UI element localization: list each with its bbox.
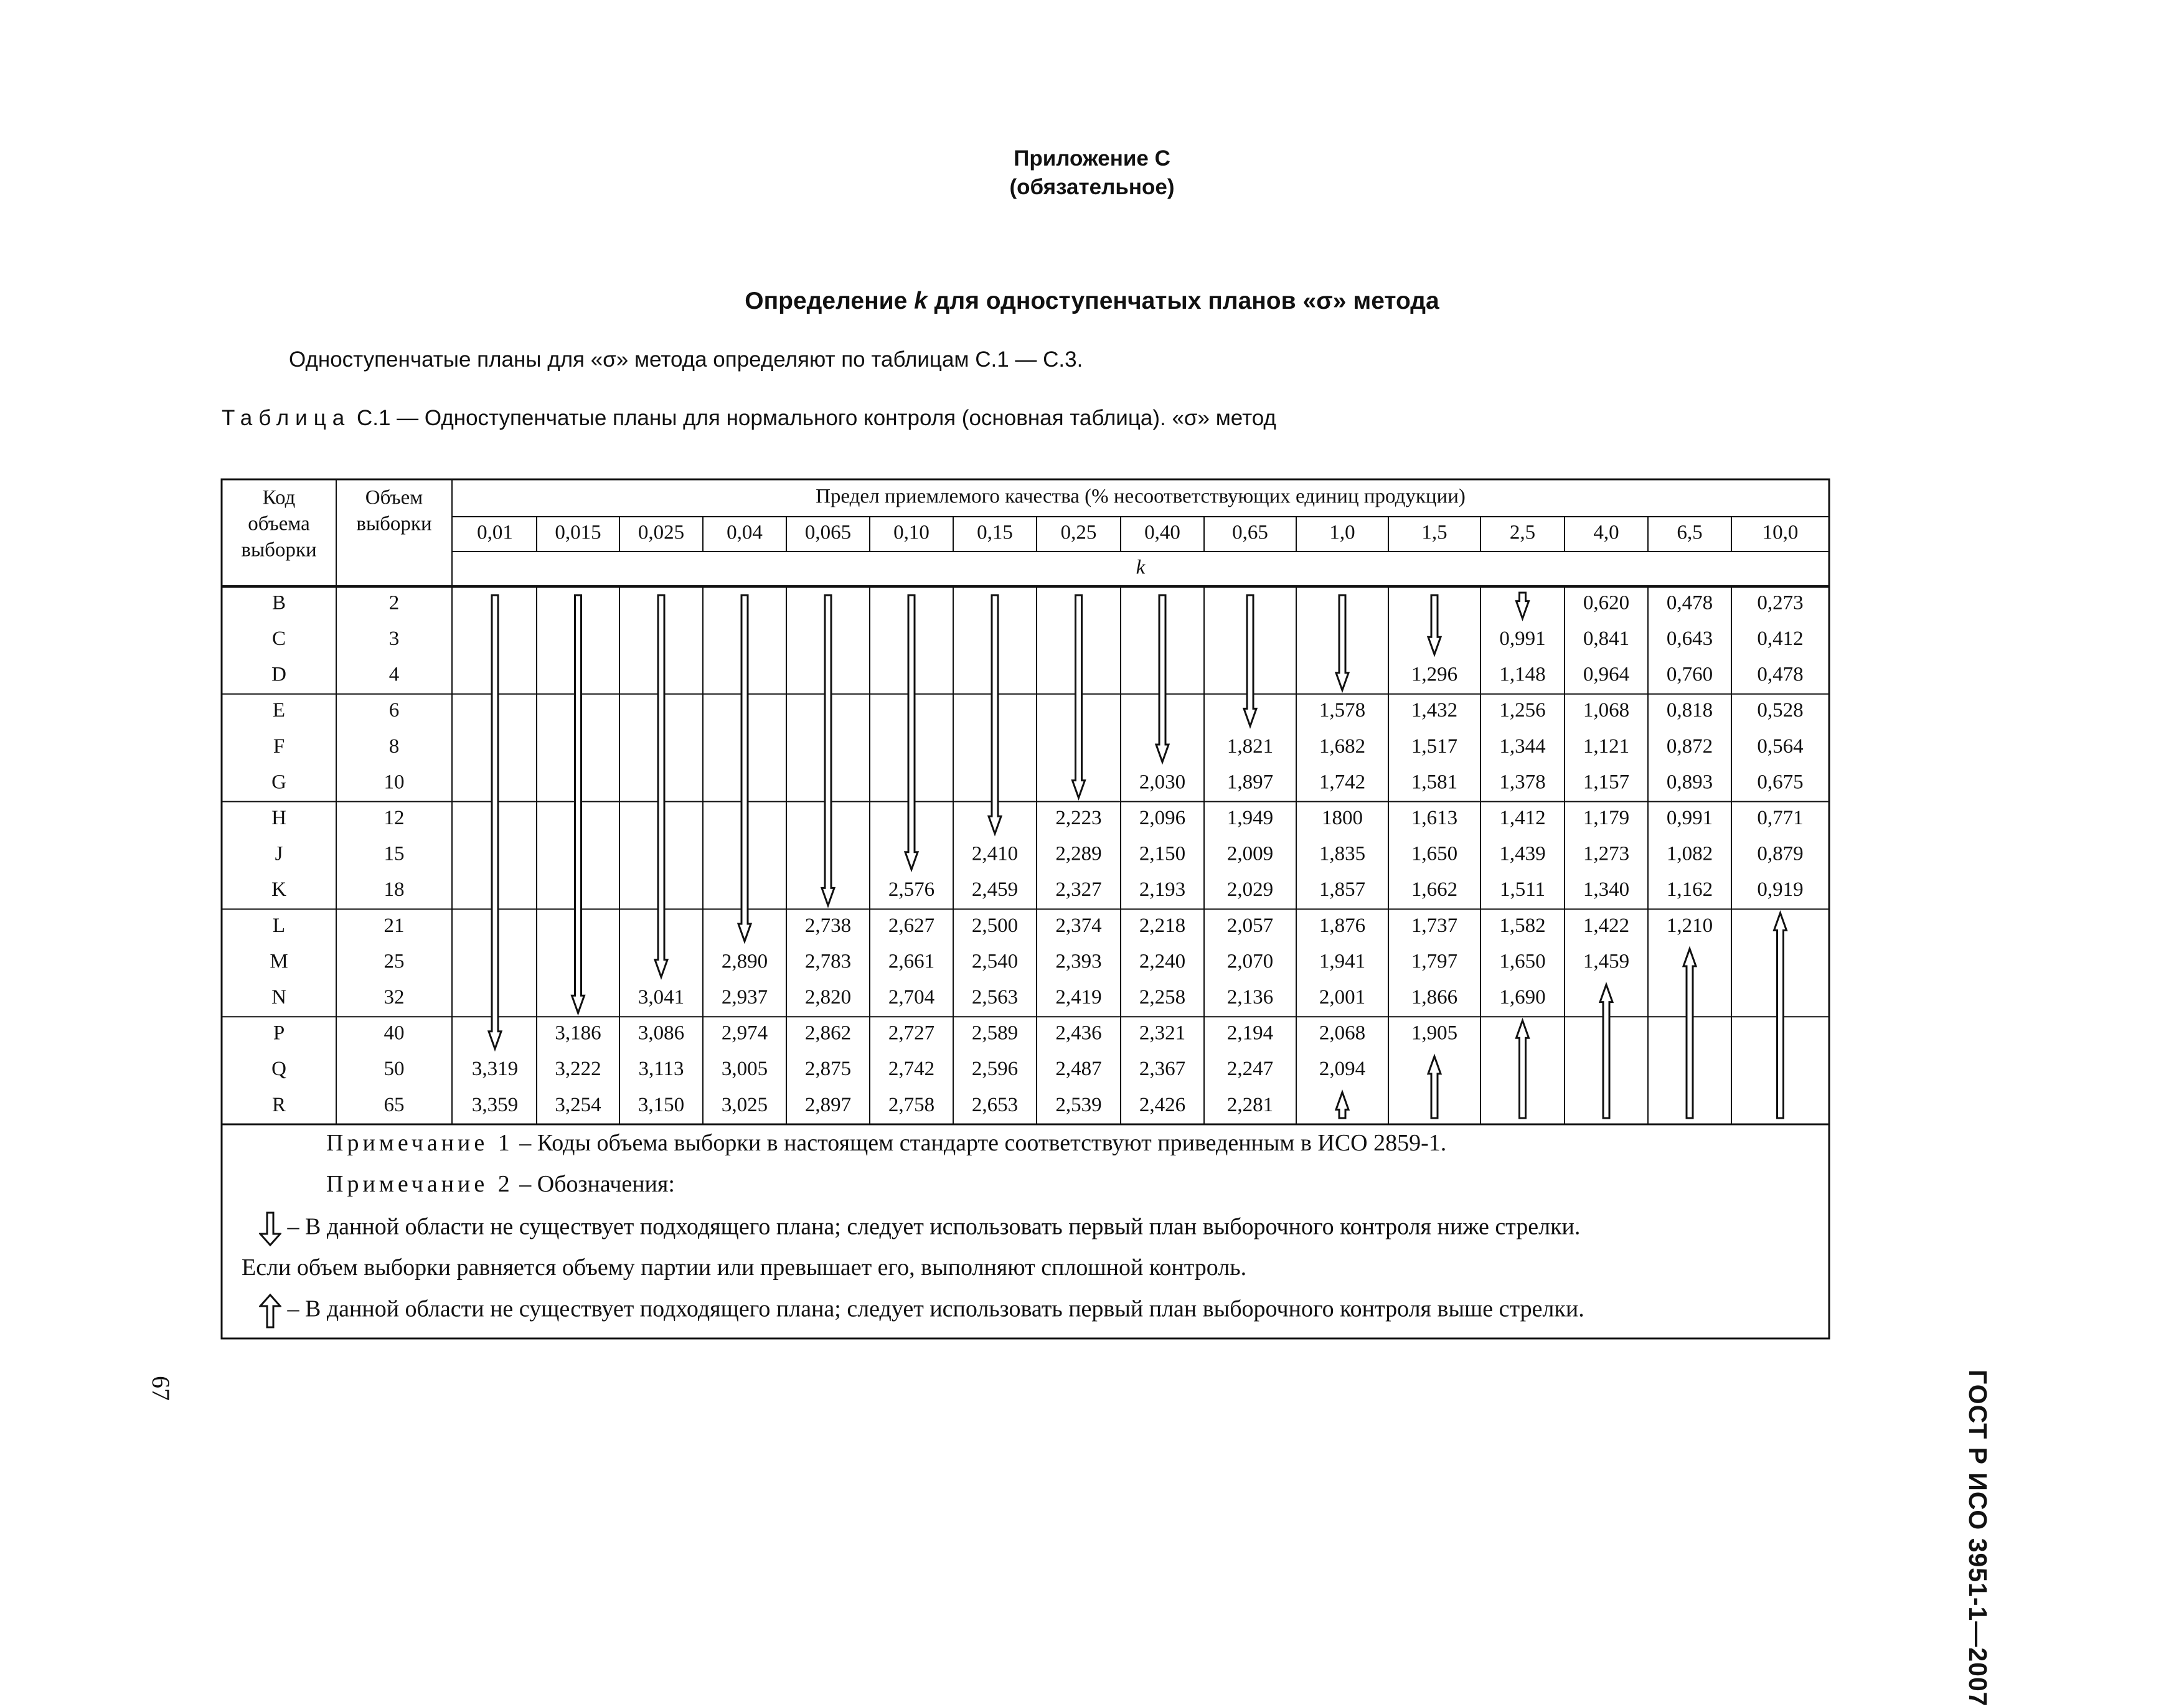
sample-size: 25 (384, 950, 405, 973)
heading-symbol: k (914, 288, 928, 314)
k-value: 1,148 (1499, 663, 1546, 686)
k-value: 3,222 (555, 1058, 601, 1081)
k-value: 2,029 (1226, 878, 1274, 901)
k-value: 0,991 (1666, 806, 1713, 829)
down-arrow-legend (259, 1211, 1580, 1246)
down-arrow-mark (1428, 595, 1441, 654)
k-value: 2,974 (721, 1022, 768, 1045)
sample-size: 6 (388, 699, 400, 722)
k-value: 3,186 (555, 1022, 601, 1045)
aql-level-header: 0,04 (727, 521, 763, 544)
note-2-label: Примечание 2 (326, 1171, 514, 1197)
k-value: 3,359 (471, 1093, 519, 1116)
note-2-text: – Обозначения: (519, 1171, 675, 1197)
sample-size: 32 (384, 985, 405, 1009)
sample-size: 3 (388, 627, 400, 650)
aql-level-header: 4,0 (1593, 521, 1619, 544)
sample-code: D (271, 663, 286, 686)
k-value: 2,576 (888, 878, 935, 901)
sample-size: 4 (388, 663, 400, 686)
k-value: 2,374 (1055, 914, 1102, 937)
header-code-line: выборки (241, 538, 317, 562)
k-value: 2,070 (1226, 950, 1274, 973)
sample-size: 65 (384, 1093, 405, 1116)
aql-level-header: 1,5 (1421, 521, 1447, 544)
k-value: 1,517 (1411, 735, 1458, 758)
k-value: 1,941 (1319, 950, 1366, 973)
k-value: 2,194 (1226, 1022, 1274, 1045)
k-value: 2,218 (1139, 914, 1186, 937)
k-value: 2,367 (1139, 1058, 1186, 1081)
k-value: 3,319 (471, 1058, 519, 1081)
k-value: 1,256 (1499, 699, 1546, 722)
k-value: 1,296 (1411, 663, 1458, 686)
k-value: 1,662 (1411, 878, 1458, 901)
down-arrow-mark (1336, 595, 1349, 690)
k-value: 2,862 (804, 1022, 852, 1045)
k-value: 1,897 (1226, 771, 1274, 794)
down-arrow-icon (259, 1211, 281, 1246)
k-value: 0,528 (1757, 699, 1804, 722)
sample-code: F (273, 735, 285, 758)
k-value: 1,578 (1319, 699, 1366, 722)
k-value: 0,412 (1757, 627, 1804, 650)
k-value: 2,820 (804, 985, 852, 1009)
k-value: 2,281 (1226, 1093, 1274, 1116)
aql-level-header: 2,5 (1509, 521, 1536, 544)
k-value: 2,068 (1319, 1022, 1366, 1045)
up-arrow-legend (259, 1294, 1584, 1328)
k-value: 1,378 (1499, 771, 1546, 794)
k-value: 1,821 (1226, 735, 1274, 758)
k-value: 2,426 (1139, 1093, 1186, 1116)
k-value: 2,436 (1055, 1022, 1102, 1045)
k-value: 0,643 (1666, 627, 1713, 650)
k-value: 0,273 (1757, 591, 1804, 614)
up-arrow-legend-text: – В данной области не существует подходящего плана; следует использовать первый план выборочного контроля выше стрелки. (287, 1296, 1584, 1322)
aql-level-header: 0,65 (1232, 521, 1268, 544)
sample-code: E (272, 699, 286, 722)
k-value: 2,136 (1226, 985, 1274, 1009)
k-value: 3,005 (721, 1058, 768, 1081)
k-value: 1,650 (1499, 950, 1546, 973)
k-value: 1,422 (1583, 914, 1630, 937)
up-arrow-mark (1600, 985, 1612, 1118)
aql-level-header: 0,065 (804, 521, 852, 544)
sample-size: 50 (384, 1058, 405, 1081)
k-value: 3,041 (638, 985, 685, 1009)
sample-code: M (270, 950, 288, 973)
k-value: 2,727 (888, 1022, 935, 1045)
k-value: 0,964 (1583, 663, 1630, 686)
k-value: 0,478 (1757, 663, 1804, 686)
k-value: 2,627 (888, 914, 935, 937)
k-value: 1,068 (1583, 699, 1630, 722)
k-value: 1,866 (1411, 985, 1458, 1009)
k-value: 2,150 (1139, 842, 1186, 865)
k-value: 3,150 (638, 1093, 685, 1116)
k-value: 0,620 (1583, 591, 1630, 614)
k-value: 1,432 (1411, 699, 1458, 722)
k-value: 1,439 (1499, 842, 1546, 865)
k-value: 1,857 (1319, 878, 1366, 901)
k-value: 0,564 (1757, 735, 1804, 758)
table-caption-word: Таблица (222, 406, 351, 430)
sample-code: G (271, 771, 286, 794)
k-value: 1,650 (1411, 842, 1458, 865)
sample-size: 21 (384, 914, 405, 937)
heading-after: для одноступенчатых планов «σ» метода (927, 288, 1439, 314)
k-value: 0,879 (1757, 842, 1804, 865)
aql-level-header: 0,025 (638, 521, 685, 544)
k-value: 2,563 (971, 985, 1019, 1009)
k-value: 2,393 (1055, 950, 1102, 973)
document-side-title: ГОСТ Р ИСО 3951-1—2007 (1964, 1370, 1992, 1707)
k-value: 1800 (1322, 806, 1363, 829)
k-value: 1,412 (1499, 806, 1546, 829)
sample-code: Q (271, 1058, 286, 1081)
k-value: 2,240 (1139, 950, 1186, 973)
k-value: 2,410 (971, 842, 1019, 865)
annex-status: (обязательное) (1009, 175, 1175, 199)
k-value: 3,254 (555, 1093, 601, 1116)
k-value: 2,742 (888, 1058, 935, 1081)
note-1-label: Примечание 1 (326, 1130, 514, 1156)
k-value: 2,539 (1055, 1093, 1102, 1116)
down-arrow-mark (1244, 595, 1256, 726)
k-value: 1,179 (1583, 806, 1630, 829)
k-value: 2,500 (971, 914, 1019, 937)
k-value: 0,872 (1666, 735, 1713, 758)
k-value: 2,758 (888, 1093, 935, 1116)
k-value: 2,321 (1139, 1022, 1186, 1045)
header-size-line: Объем (365, 486, 423, 509)
note-2 (326, 1170, 675, 1198)
heading-before: Определение (745, 288, 915, 314)
k-value: 1,742 (1319, 771, 1366, 794)
k-value: 1,682 (1319, 735, 1366, 758)
down-arrow-mark (655, 595, 667, 977)
sample-code: H (271, 806, 286, 829)
k-value: 1,162 (1666, 878, 1713, 901)
down-arrow-mark (989, 595, 1001, 834)
aql-level-header: 0,15 (977, 521, 1013, 544)
k-value: 1,690 (1499, 985, 1546, 1009)
k-value: 0,991 (1499, 627, 1546, 650)
up-arrow-mark (1336, 1092, 1349, 1118)
k-value: 1,340 (1583, 878, 1630, 901)
k-value: 2,704 (888, 985, 935, 1009)
k-value: 3,086 (638, 1022, 685, 1045)
aql-level-header: 0,25 (1060, 521, 1097, 544)
k-value: 2,247 (1226, 1058, 1274, 1081)
header-code-line: Код (262, 486, 296, 509)
k-value: 2,738 (804, 914, 852, 937)
k-value: 2,661 (888, 950, 935, 973)
sample-code: K (271, 878, 286, 901)
intro-paragraph: Одноступенчатые планы для «σ» метода определяют по таблицам С.1 — С.3. (289, 347, 1083, 372)
k-value: 2,875 (804, 1058, 852, 1081)
k-value: 1,082 (1666, 842, 1713, 865)
k-value: 2,327 (1055, 878, 1102, 901)
note-1 (326, 1129, 1446, 1157)
k-value: 2,897 (804, 1093, 852, 1116)
annex-title: Приложение С (1014, 146, 1170, 171)
down-arrow-legend-text: – В данной области не существует подходящего плана; следует использовать первый план выборочного контроля ниже стрелки. (287, 1213, 1581, 1240)
sample-code: C (271, 627, 286, 650)
full-inspection-note: Если объем выборки равняется объему партии или превышает его, выполняют сплошной контроль. (242, 1254, 1247, 1281)
k-value: 1,876 (1319, 914, 1366, 937)
k-value: 2,001 (1319, 985, 1366, 1009)
down-arrow-mark (738, 595, 751, 941)
down-arrow-mark (822, 595, 834, 905)
sample-code: P (273, 1022, 285, 1045)
k-value: 0,478 (1666, 591, 1713, 614)
k-value: 0,893 (1666, 771, 1713, 794)
k-value: 1,949 (1226, 806, 1274, 829)
sample-code: J (275, 842, 283, 865)
page-number: 67 (147, 1376, 175, 1401)
k-value: 3,113 (638, 1058, 684, 1081)
sample-size: 40 (384, 1022, 405, 1045)
k-value: 0,818 (1666, 699, 1713, 722)
sample-code: N (271, 985, 286, 1009)
up-arrow-icon (259, 1294, 281, 1328)
k-value: 2,289 (1055, 842, 1102, 865)
down-arrow-mark (1156, 595, 1169, 762)
k-value: 1,582 (1499, 914, 1546, 937)
k-value: 2,030 (1139, 771, 1186, 794)
k-value: 1,511 (1499, 878, 1546, 901)
k-value: 2,653 (971, 1093, 1019, 1116)
sample-size: 2 (388, 591, 400, 614)
table-notes (222, 1124, 1829, 1338)
k-value: 1,905 (1411, 1022, 1458, 1045)
down-arrow-mark (572, 595, 585, 1013)
k-value: 2,057 (1226, 914, 1274, 937)
k-value: 2,596 (971, 1058, 1019, 1081)
k-value: 2,783 (804, 950, 852, 973)
aql-level-header: 0,40 (1144, 521, 1180, 544)
k-value: 2,193 (1139, 878, 1186, 901)
down-arrow-mark (489, 595, 501, 1049)
k-value: 2,937 (721, 985, 768, 1009)
header-aql: Предел приемлемого качества (% несоответствующих единиц продукции) (816, 485, 1466, 508)
k-value: 2,459 (971, 878, 1019, 901)
k-value: 2,589 (971, 1022, 1019, 1045)
k-value: 1,344 (1499, 735, 1546, 758)
k-value: 1,581 (1411, 771, 1458, 794)
header-code-line: объема (248, 512, 310, 535)
k-value: 1,459 (1583, 950, 1630, 973)
k-value: 1,797 (1411, 950, 1458, 973)
k-value: 1,273 (1583, 842, 1630, 865)
sample-size: 18 (384, 878, 405, 901)
table-caption-text: С.1 — Одноступенчатые планы для нормального контроля (основная таблица). «σ» метод (351, 406, 1276, 430)
down-arrow-mark (905, 595, 918, 870)
k-value: 0,771 (1757, 806, 1804, 829)
sample-size: 15 (384, 842, 405, 865)
k-value: 3,025 (721, 1093, 768, 1116)
aql-level-header: 0,01 (477, 521, 513, 544)
aql-level-header: 10,0 (1762, 521, 1799, 544)
down-arrow-mark (1073, 595, 1085, 798)
k-value: 2,096 (1139, 806, 1186, 829)
sample-size: 8 (388, 735, 400, 758)
note-1-text: – Коды объема выборки в настоящем стандарте соответствуют приведенным в ИСО 2859-1. (519, 1130, 1447, 1156)
k-value: 0,675 (1757, 771, 1804, 794)
k-value: 2,890 (721, 950, 768, 973)
aql-level-header: 0,015 (555, 521, 601, 544)
k-value: 0,760 (1666, 663, 1713, 686)
k-value: 1,157 (1583, 771, 1630, 794)
k-value: 1,835 (1319, 842, 1366, 865)
up-arrow-mark (1774, 913, 1787, 1118)
k-value: 0,841 (1583, 627, 1630, 650)
aql-level-header: 0,10 (893, 521, 930, 544)
up-arrow-mark (1517, 1020, 1529, 1118)
sample-size: 10 (384, 771, 405, 794)
sample-code: L (272, 914, 286, 937)
k-value: 2,223 (1055, 806, 1102, 829)
header-k: k (1136, 556, 1146, 579)
aql-level-header: 1,0 (1329, 521, 1355, 544)
k-value: 2,258 (1139, 985, 1186, 1009)
k-value: 2,009 (1226, 842, 1274, 865)
sample-code: R (271, 1093, 286, 1116)
sample-size: 12 (384, 806, 405, 829)
k-value: 2,540 (971, 950, 1019, 973)
k-value: 1,613 (1411, 806, 1458, 829)
k-value: 2,487 (1055, 1058, 1102, 1081)
k-value: 0,919 (1757, 878, 1804, 901)
k-value: 2,094 (1319, 1058, 1366, 1081)
down-arrow-mark (1517, 593, 1529, 619)
k-value: 1,210 (1666, 914, 1713, 937)
aql-level-header: 6,5 (1677, 521, 1703, 544)
k-value: 1,121 (1583, 735, 1630, 758)
k-value: 1,737 (1411, 914, 1458, 937)
sample-code: B (271, 591, 286, 614)
up-arrow-mark (1428, 1056, 1441, 1118)
up-arrow-mark (1683, 949, 1696, 1118)
k-value: 2,419 (1055, 985, 1102, 1009)
header-size-line: выборки (356, 512, 432, 535)
